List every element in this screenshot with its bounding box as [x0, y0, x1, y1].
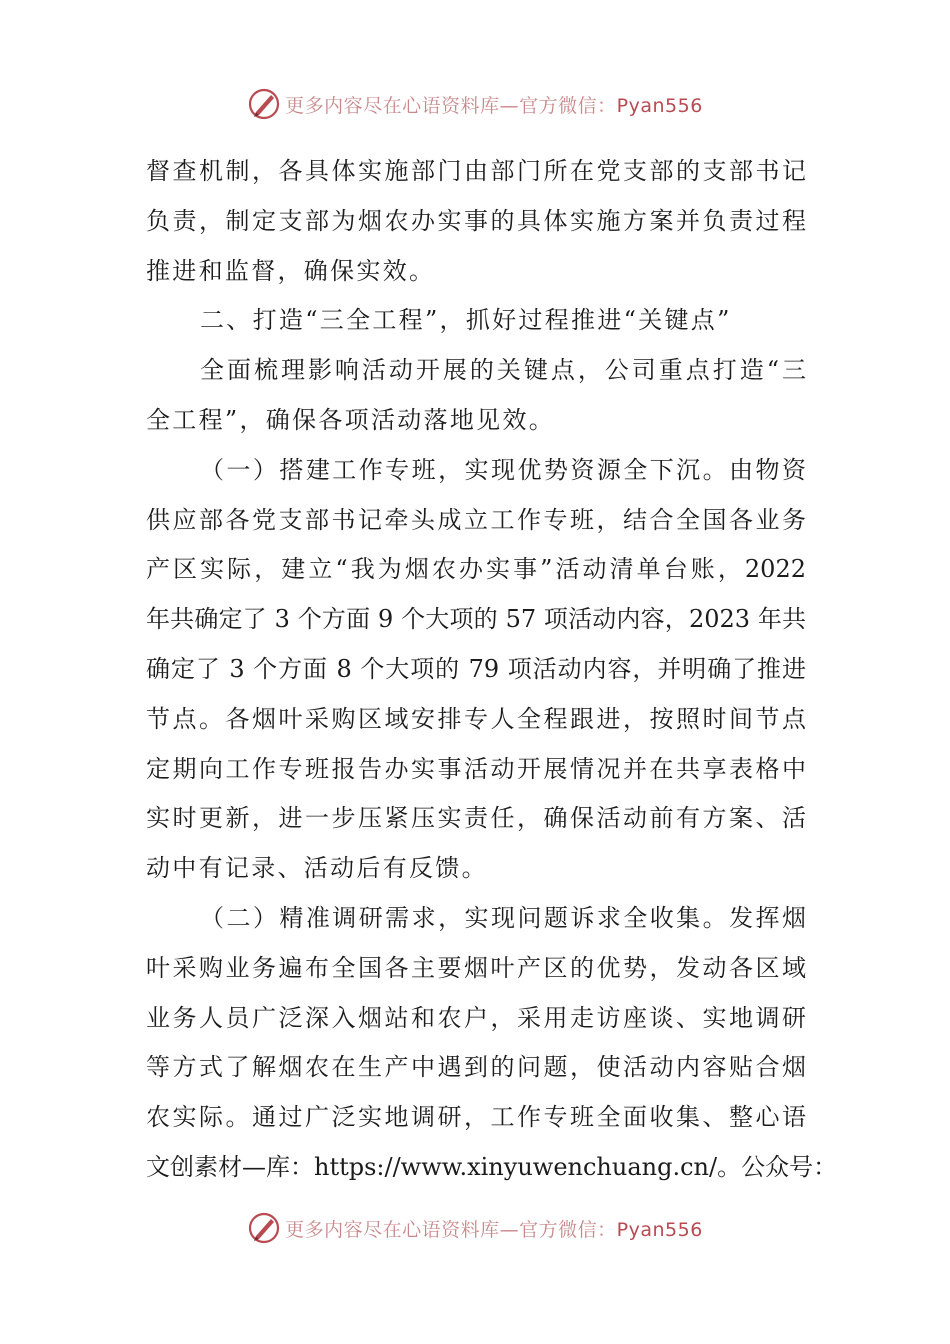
banner-prefix: 更多内容尽在心语资料库—官方微信： [285, 94, 617, 117]
text-line: 节点。各烟叶采购区域安排专人全程跟进，按照时间节点 [146, 704, 806, 733]
text-line: 二、打造“三全工程”，抓好过程推进“关键点” [200, 306, 732, 335]
text-line: 农实际。通过广泛实地调研，工作专班全面收集、整心语 [146, 1103, 806, 1132]
banner-text [285, 1215, 703, 1242]
banner-text [285, 91, 703, 118]
pen-logo-icon [247, 1211, 281, 1245]
text-line: 全面梳理影响活动开展的关键点，公司重点打造“三 [200, 356, 806, 385]
text-line: 动中有记录、活动后有反馈。 [146, 854, 488, 883]
banner-prefix: 更多内容尽在心语资料库—官方微信： [285, 1218, 617, 1241]
text-line: 实时更新，进一步压紧压实责任，确保活动前有方案、活 [146, 804, 806, 833]
footer-banner [0, 1208, 950, 1248]
wechat-id: Pyan556 [616, 94, 703, 117]
text-line: 年共确定了 3 个方面 9 个大项的 57 项活动内容，2023 年共 [146, 605, 806, 634]
text-line: 文创素材—库：https://www.xinyuwenchuang.cn/。公众号： [146, 1152, 838, 1181]
text-line: （一）搭建工作专班，实现优势资源全下沉。由物资 [200, 455, 806, 484]
text-line: 叶采购业务遍布全国各主要烟叶产区的优势，发动各区域 [146, 953, 806, 982]
text-line: 负责，制定支部为烟农办实事的具体实施方案并负责过程 [146, 206, 806, 235]
text-line: 产区实际，建立“我为烟农办实事”活动清单台账，2022 [146, 555, 806, 584]
text-line: （二）精准调研需求，实现问题诉求全收集。发挥烟 [200, 903, 806, 932]
header-banner [0, 84, 950, 124]
pen-logo-icon [247, 87, 281, 121]
wechat-id: Pyan556 [616, 1218, 703, 1241]
text-line: 等方式了解烟农在生产中遇到的问题，使活动内容贴合烟 [146, 1053, 806, 1082]
text-line: 推进和监督，确保实效。 [146, 256, 436, 285]
text-line: 确定了 3 个方面 8 个大项的 79 项活动内容，并明确了推进 [146, 654, 806, 683]
text-line: 定期向工作专班报告办实事活动开展情况并在共享表格中 [146, 754, 806, 783]
text-line: 供应部各党支部书记牵头成立工作专班，结合全国各业务 [146, 505, 806, 534]
text-line: 全工程”，确保各项活动落地见效。 [146, 405, 556, 434]
document-body [146, 147, 838, 1193]
text-line: 业务人员广泛深入烟站和农户，采用走访座谈、实地调研 [146, 1003, 806, 1032]
text-line: 督查机制，各具体实施部门由部门所在党支部的支部书记 [146, 157, 806, 185]
